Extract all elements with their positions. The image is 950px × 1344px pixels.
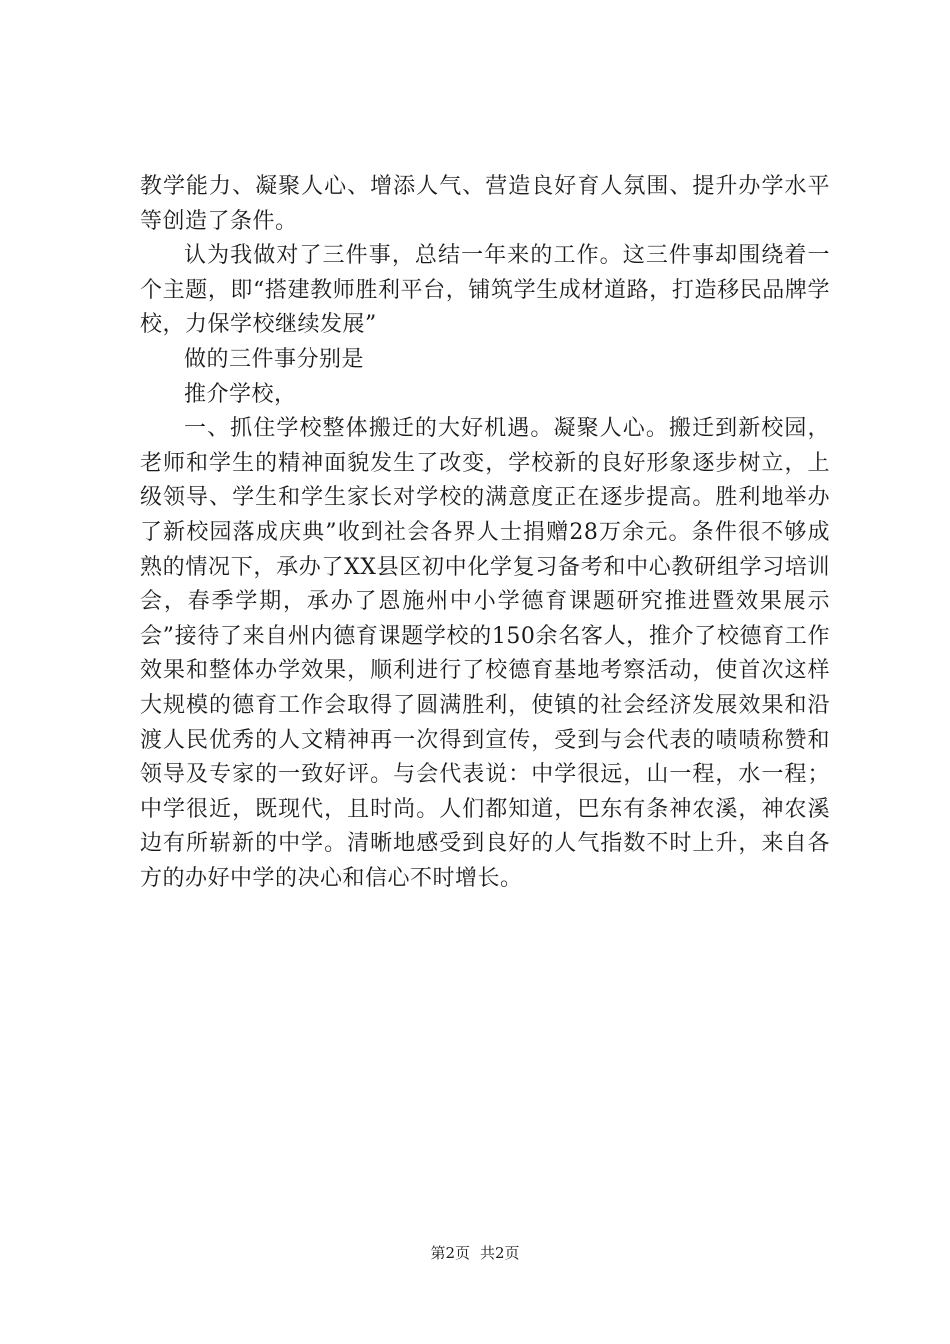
page-total: 共2页 [480,1244,520,1262]
paragraph-promote-school: 推介学校， [184,381,297,407]
paragraph-three-things-intro: 做的三件事分别是 [184,346,365,372]
page-footer [0,1243,950,1263]
paragraph-continuation: 教学能力、凝聚人心、增添人气、营造良好育人氛围、提升办学水平等创造了条件。 [140,174,830,234]
paragraph-three-things-summary: 认为我做对了三件事，总结一年来的工作。这三件事却围绕着一个主题，即“搭建教师胜利平台，铺筑学生成材道路，打造移民品牌学校，力保学校继续发展” [140,243,830,338]
page-number: 第2页 [430,1244,470,1262]
document-body [140,170,830,896]
paragraph-item-one: 一、抓住学校整体搬迁的大好机遇。凝聚人心。搬迁到新校园，老师和学生的精神面貌发生了改变，学校新的良好形象逐步树立，上级领导、学生和学生家长对学校的满意度正在逐步提高。胜利地举办了新校园落成庆典”收到社会各界人士捐赠28万余元。条件很不够成熟的情况下，承办了XX县区初中化学复习备考和中心教研组学习培训会，春季学期，承办了恩施州中小学德育课题研究推进暨效果展示会”接待了来自州内德育课题学校的150余名客人，推介了校德育工作效果和整体办学效果，顺利进行了校德育基地考察活动，使首次这样大规模的德育工作会取得了圆满胜利，使镇的社会经济发展效果和沿渡人民优秀的人文精神再一次得到宣传，受到与会代表的啧啧称赞和领导及专家的一致好评。与会代表说：中学很远，山一程，水一程；中学很近，既现代，且时尚。人们都知道，巴东有条神农溪，神农溪边有所崭新的中学。清晰地感受到良好的人气指数不时上升，来自各方的办好中学的决心和信心不时增长。 [140,416,830,891]
